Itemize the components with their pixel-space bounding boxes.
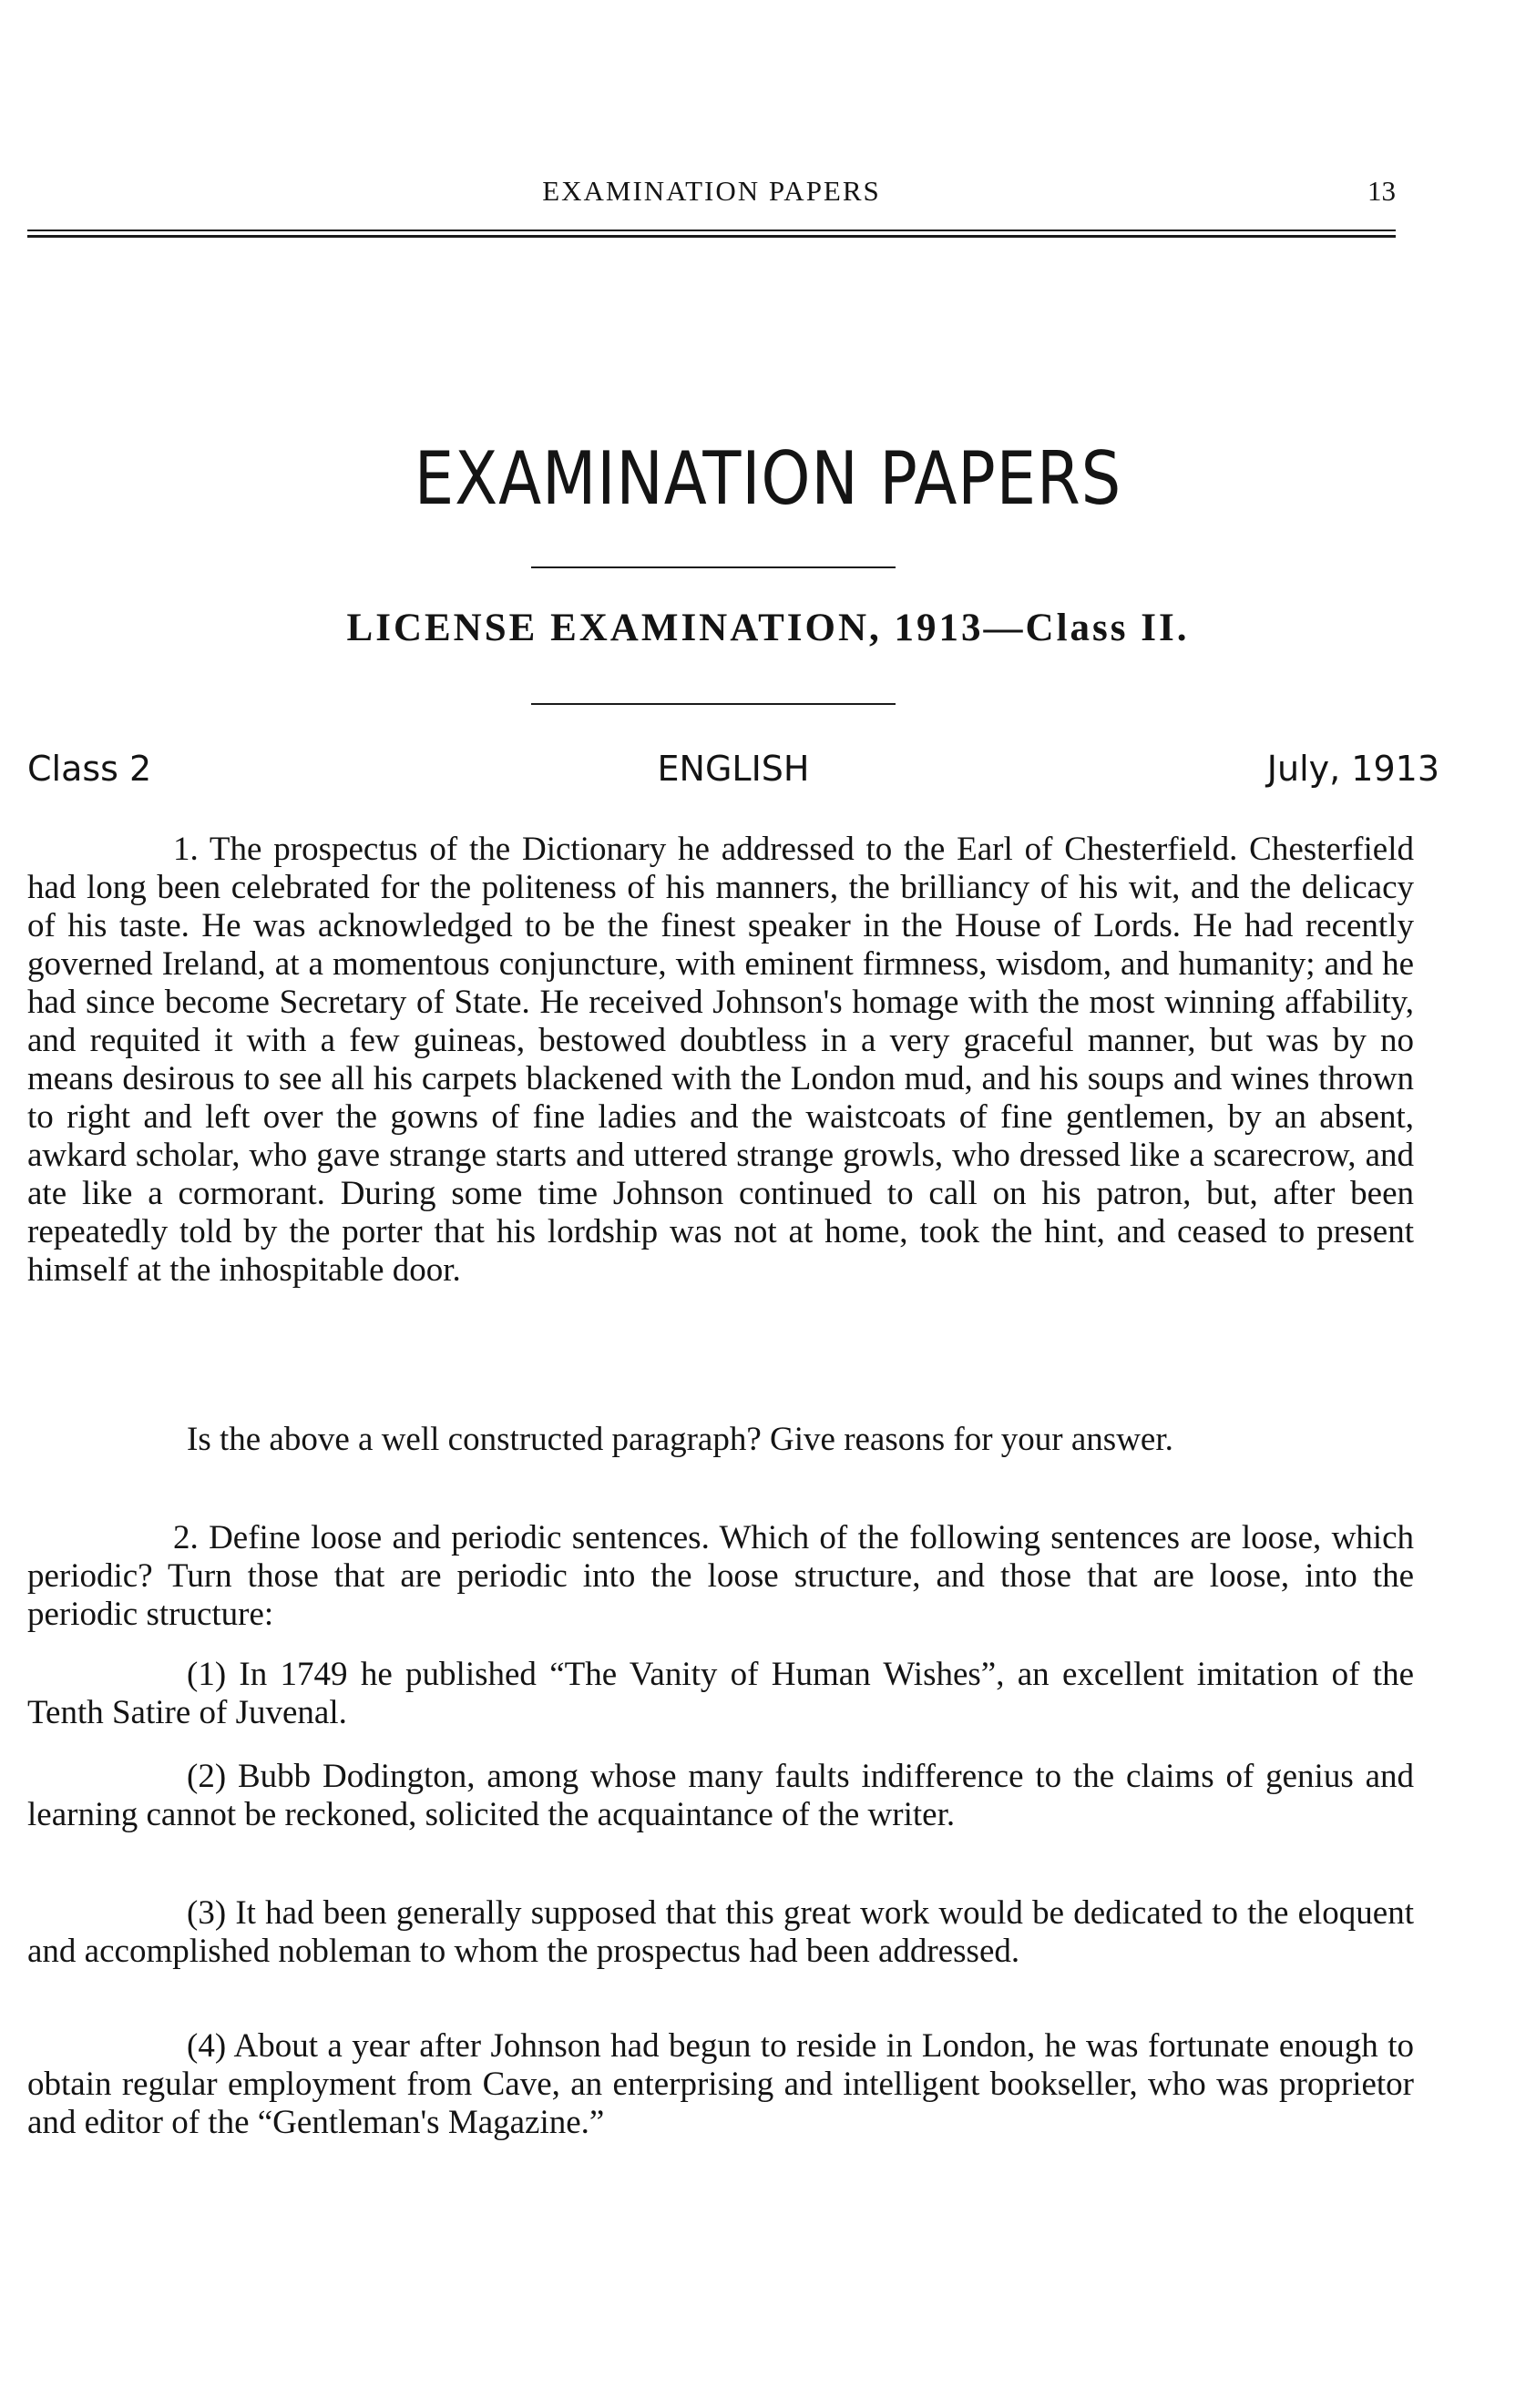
question-1-text: 1. The prospectus of the Dictionary he addressed to the Earl of Chesterfield. Chesterfield had long been celebrated for the politeness of his manners, the brilliancy of his wit, and the delicacy of his taste. He was acknowledged to be the finest speaker in the House of Lords. He had recently governed Ireland, at a momentous conjuncture, with eminent firmness, wisdom, and humanity; and he had since become Secretary of State. He received Johnson's homage with the most winning affability, and requited it with a few guineas, bestowed doubtless in a very graceful manner, but was by no means desirous to see all his carpets blackened with the London mud, and his soups and wines thrown to right and left over the gowns of fine ladies and the waistcoats of fine gentlemen, by an absent, awkard scholar, who gave strange starts and uttered strange growls, who dressed like a scarecrow, and ate like a cormorant. During some time Johnson continued to call on his patron, but, after been repeatedly told by the porter that his lordship was not at home, took the hint, and ceased to present himself at the inhospitable door. [27, 831, 1414, 1289]
sentence-3-text: (3) It had been generally supposed that this great work would be dedicated to the eloquent and accomplished nobleman to whom the prospectus had been addressed. [27, 1894, 1414, 1970]
sentence-4-text: (4) About a year after Johnson had begun to reside in London, he was fortunate enough to obtain regular employment from Cave, an enterprising and intelligent bookseller, who was proprietor and editor of the “Gentleman's Magazine.” [27, 2027, 1414, 2141]
running-head [27, 175, 1396, 211]
title-rule-lower [531, 703, 896, 705]
question-1-paragraph [27, 831, 1414, 1290]
question-2-intro [27, 1519, 1414, 1634]
exam-subtitle: LICENSE EXAMINATION, 1913—Class II. [346, 607, 1190, 649]
question-1-prompt-text: Is the above a well constructed paragraph? Give reasons for your answer. [187, 1421, 1173, 1458]
question-2-intro-text: 2. Define loose and periodic sentences. Which of the following sentences are loose, which periodic? Turn those that are periodic into the loose structure, and those that are loose, into the periodic structure: [27, 1519, 1414, 1633]
subject-label: ENGLISH [657, 749, 810, 789]
title-rule-upper [531, 566, 896, 568]
class-label: Class 2 [27, 749, 152, 789]
sentence-3 [27, 1894, 1414, 1971]
sentence-4 [27, 2027, 1414, 2142]
header-double-rule [27, 230, 1396, 238]
page-number: 13 [1367, 175, 1396, 207]
sentence-1 [27, 1656, 1414, 1732]
sentence-2 [27, 1758, 1414, 1834]
page-title: EXAMINATION PAPERS [414, 436, 1122, 521]
running-title: EXAMINATION PAPERS [542, 175, 881, 207]
sentence-2-text: (2) Bubb Dodington, among whose many faults indifference to the claims of genius and learning cannot be reckoned, solicited the acquaintance of the writer. [27, 1758, 1414, 1833]
sentence-1-text: (1) In 1749 he published “The Vanity of Human Wishes”, an excellent imitation of the Tenth Satire of Juvenal. [27, 1656, 1414, 1731]
exam-date: July, 1913 [1266, 749, 1439, 789]
question-1-prompt [27, 1421, 1414, 1459]
